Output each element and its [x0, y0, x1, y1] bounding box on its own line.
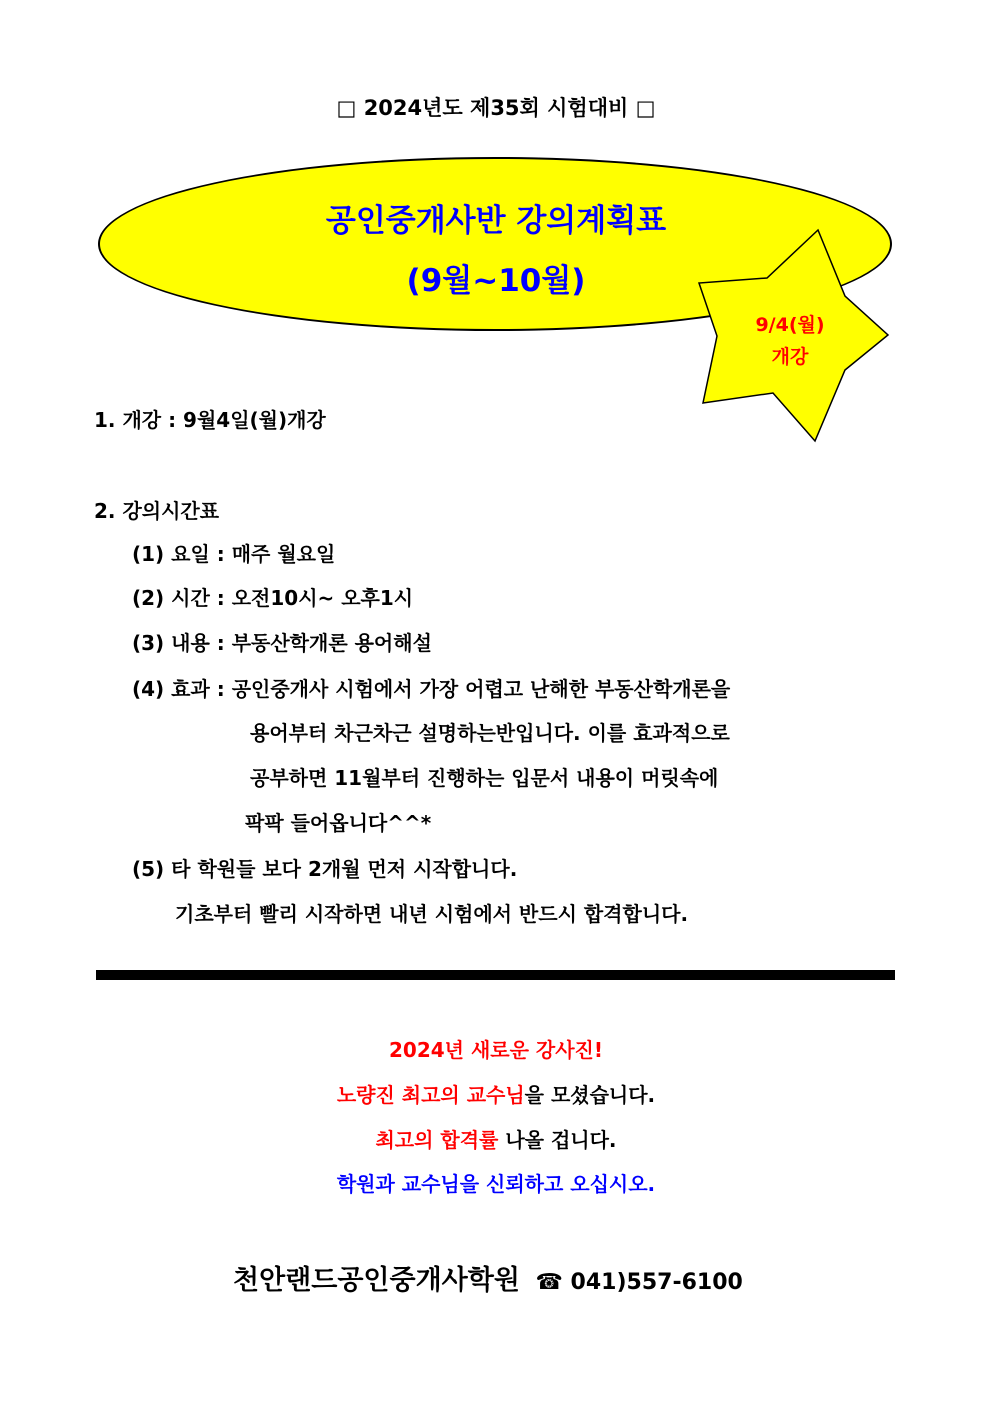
schedule-item-advantage-cont: 기초부터 빨리 시작하면 내년 시험에서 반드시 합격합니다.	[175, 902, 689, 926]
opening-date: 1. 개강 : 9월4일(월)개강	[94, 408, 326, 432]
schedule-heading: 2. 강의시간표	[94, 499, 220, 523]
star-badge-date: 9/4(월)	[755, 314, 825, 336]
schedule-item-effect-cont: 용어부터 차근차근 설명하는반입니다. 이를 효과적으로	[250, 721, 730, 745]
schedule-item-advantage: (5) 타 학원들 보다 2개월 먼저 시작합니다.	[132, 857, 518, 881]
schedule-item-effect-cont: 공부하면 11월부터 진행하는 입문서 내용이 머릿속에	[250, 766, 719, 790]
promo-trust-line: 학원과 교수님을 신뢰하고 오십시오.	[336, 1172, 656, 1196]
schedule-item-content: (3) 내용 : 부동산학개론 용어해설	[132, 631, 432, 655]
promo-professor-text: 을 모셨습니다.	[524, 1083, 656, 1107]
phone-number: ☎ 041)557-6100	[535, 1270, 743, 1295]
promo-new-instructors: 2024년 새로운 강사진!	[389, 1038, 603, 1062]
promo-professor-line	[0, 1079, 992, 1108]
promo-pass-rate-text: 나올 겁니다.	[498, 1128, 617, 1152]
promo-pass-rate-highlight: 최고의 합격률	[375, 1128, 499, 1152]
schedule-item-day: (1) 요일 : 매주 월요일	[132, 542, 336, 566]
exam-header: □ 2024년도 제35회 시험대비 □	[336, 96, 656, 120]
promo-pass-rate-line	[0, 1124, 992, 1153]
academy-name: 천안랜드공인중개사학원	[233, 1265, 520, 1296]
main-subtitle-period: (9월~10월)	[406, 263, 586, 299]
schedule-item-effect-cont: 팍팍 들어옵니다^^*	[245, 811, 432, 835]
promo-professor-highlight: 노량진 최고의 교수님	[336, 1083, 525, 1107]
main-title: 공인중개사반 강의계획표	[325, 203, 667, 239]
star-badge-label: 개강	[771, 346, 809, 368]
schedule-item-effect: (4) 효과 : 공인중개사 시험에서 가장 어렵고 난해한 부동산학개론을	[132, 677, 731, 701]
schedule-item-time: (2) 시간 : 오전10시~ 오후1시	[132, 586, 414, 610]
section-divider	[96, 970, 895, 980]
footer-contact	[233, 1258, 743, 1297]
